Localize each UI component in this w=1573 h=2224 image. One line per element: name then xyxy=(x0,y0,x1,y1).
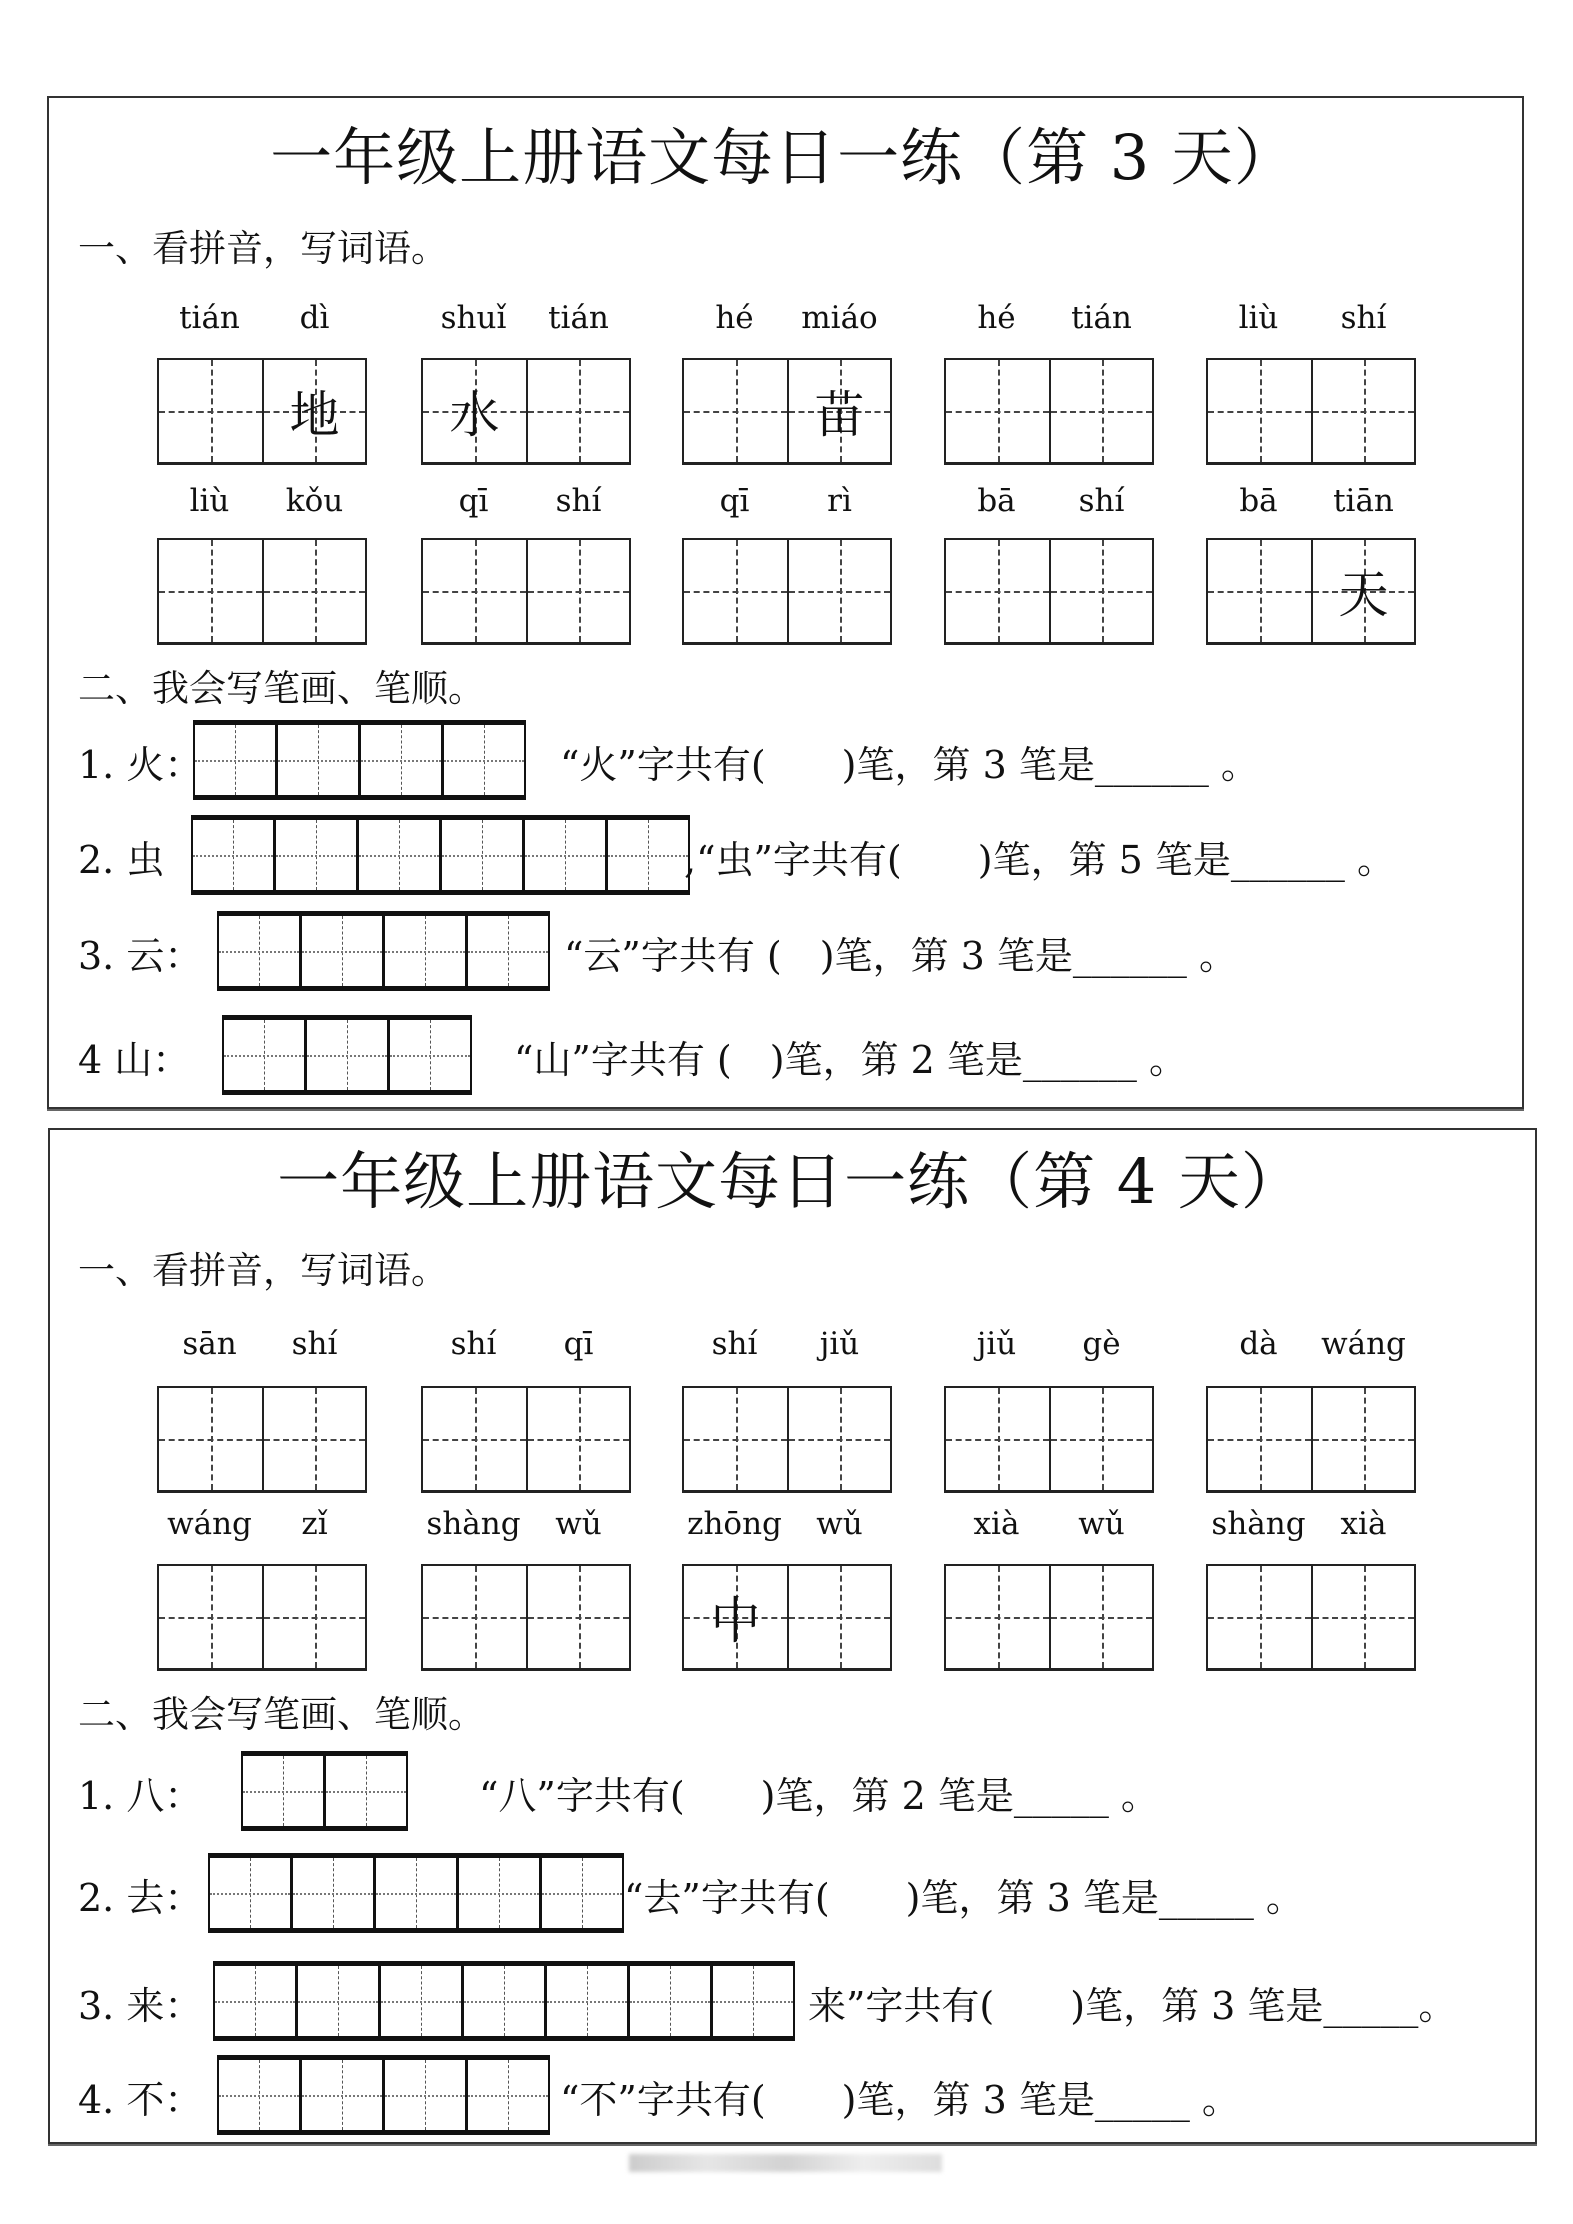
given-character xyxy=(1051,1388,1152,1490)
tianzige-cell[interactable] xyxy=(1208,1566,1311,1668)
grid-guide-horizontal xyxy=(243,1791,323,1793)
tianzige-cell[interactable] xyxy=(423,360,526,462)
stroke-cell[interactable] xyxy=(382,2060,465,2130)
word-writing-box xyxy=(157,1564,367,1671)
stroke-cell[interactable] xyxy=(299,2060,382,2130)
pinyin-label: qī xyxy=(563,1326,594,1362)
stroke-cell[interactable] xyxy=(358,725,441,795)
tianzige-cell[interactable] xyxy=(423,1388,526,1490)
stroke-order-boxes xyxy=(191,815,690,895)
tianzige-cell[interactable] xyxy=(423,1566,526,1668)
stroke-question: “山”字共有 ( )笔，第 2 笔是______ 。 xyxy=(514,1038,1187,1082)
grid-guide-horizontal xyxy=(193,855,273,857)
given-character xyxy=(423,1566,526,1668)
word-writing-box xyxy=(1206,538,1416,645)
tianzige-cell[interactable] xyxy=(262,1566,365,1668)
given-character xyxy=(946,540,1049,642)
word-writing-box xyxy=(682,358,892,465)
stroke-cell[interactable] xyxy=(243,1756,323,1826)
word-writing-box xyxy=(421,358,631,465)
stroke-cell[interactable] xyxy=(275,725,358,795)
section-heading-pinyin: 一、看拼音，写词语。 xyxy=(78,1249,448,1292)
grid-guide-horizontal xyxy=(293,1893,373,1895)
tianzige-cell[interactable] xyxy=(423,540,526,642)
word-writing-box xyxy=(421,1564,631,1671)
stroke-cell[interactable] xyxy=(382,916,465,986)
given-character xyxy=(1051,540,1152,642)
tianzige-cell[interactable] xyxy=(262,360,365,462)
word-writing-box xyxy=(682,538,892,645)
word-writing-box xyxy=(1206,1386,1416,1493)
stroke-cell[interactable] xyxy=(219,916,299,986)
stroke-question: “去”字共有( )笔，第 3 笔是_____ 。 xyxy=(624,1876,1304,1920)
stroke-cell[interactable] xyxy=(441,725,524,795)
stroke-cell[interactable] xyxy=(373,1858,456,1928)
worksheet-title: 一年级上册语文每日一练（第 4 天） xyxy=(277,1145,1304,1218)
tianzige-cell[interactable] xyxy=(787,1566,890,1668)
pinyin-label: jiǔ xyxy=(976,1326,1017,1362)
pinyin-label: hé xyxy=(715,300,754,336)
stroke-cell[interactable] xyxy=(193,820,273,890)
given-character xyxy=(789,1388,890,1490)
stroke-cell[interactable] xyxy=(465,916,548,986)
given-character xyxy=(1208,1566,1311,1668)
grid-guide-horizontal xyxy=(359,855,439,857)
given-character xyxy=(1051,360,1152,462)
tianzige-cell[interactable] xyxy=(526,540,629,642)
tianzige-cell[interactable] xyxy=(787,1388,890,1490)
stroke-cell[interactable] xyxy=(219,2060,299,2130)
given-character xyxy=(1051,1566,1152,1668)
given-character xyxy=(528,540,629,642)
grid-guide-horizontal xyxy=(326,1791,406,1793)
stroke-item-label: 2. 虫 xyxy=(78,838,165,882)
grid-guide-horizontal xyxy=(525,855,605,857)
stroke-cell[interactable] xyxy=(295,1966,378,2036)
given-character xyxy=(1208,1388,1311,1490)
stroke-question: “云”字共有 ( )笔，第 3 笔是______ 。 xyxy=(564,934,1237,978)
given-character xyxy=(946,360,1049,462)
stroke-order-boxes xyxy=(208,1853,624,1933)
grid-guide-horizontal xyxy=(542,1893,622,1895)
tianzige-cell[interactable] xyxy=(1208,540,1311,642)
tianzige-cell[interactable] xyxy=(946,1388,1049,1490)
tianzige-cell[interactable] xyxy=(526,360,629,462)
grid-guide-horizontal xyxy=(376,1893,456,1895)
stroke-cell[interactable] xyxy=(539,1858,622,1928)
word-writing-box xyxy=(1206,358,1416,465)
given-character xyxy=(789,1566,890,1668)
stroke-order-boxes xyxy=(222,1015,472,1095)
given-character xyxy=(789,540,890,642)
word-writing-box xyxy=(944,538,1154,645)
stroke-order-boxes xyxy=(217,911,550,991)
pinyin-label: xià xyxy=(1340,1506,1387,1542)
pinyin-label: tián xyxy=(179,300,240,336)
tianzige-cell[interactable] xyxy=(1311,360,1414,462)
given-character xyxy=(1313,1566,1414,1668)
grid-guide-horizontal xyxy=(215,2001,295,2003)
grid-guide-horizontal xyxy=(385,951,465,953)
given-character: 地 xyxy=(289,386,340,444)
stroke-cell[interactable] xyxy=(273,820,356,890)
stroke-question: “不”字共有( )笔，第 3 笔是_____ 。 xyxy=(560,2078,1240,2122)
given-character: 苗 xyxy=(814,386,865,444)
pinyin-label: shuǐ xyxy=(440,300,507,336)
stroke-item-label: 3. 云： xyxy=(78,934,203,978)
word-writing-box xyxy=(944,1564,1154,1671)
grid-guide-horizontal xyxy=(381,2001,461,2003)
word-writing-box xyxy=(944,358,1154,465)
section-heading-strokes: 二、我会写笔画、笔顺。 xyxy=(78,1693,485,1736)
stroke-cell[interactable] xyxy=(290,1858,373,1928)
stroke-item-label: 1. 八： xyxy=(78,1774,203,1818)
stroke-item-label: 4 山： xyxy=(78,1038,191,1082)
stroke-cell[interactable] xyxy=(627,1966,710,2036)
given-character xyxy=(946,1566,1049,1668)
pinyin-label: shí xyxy=(1340,300,1387,336)
tianzige-cell[interactable] xyxy=(1208,360,1311,462)
pinyin-label: tián xyxy=(548,300,609,336)
stroke-item-label: 1. 火： xyxy=(78,743,203,787)
grid-guide-horizontal xyxy=(219,2095,299,2097)
pinyin-label: shí xyxy=(291,1326,338,1362)
stroke-order-boxes xyxy=(241,1751,408,1831)
given-character xyxy=(159,360,262,462)
pinyin-label: rì xyxy=(827,483,852,519)
tianzige-cell[interactable] xyxy=(262,540,365,642)
given-character: 中 xyxy=(710,1592,761,1650)
tianzige-cell[interactable] xyxy=(787,540,890,642)
stroke-cell[interactable] xyxy=(544,1966,627,2036)
given-character xyxy=(684,1388,787,1490)
given-character xyxy=(1208,360,1311,462)
stroke-cell[interactable] xyxy=(439,820,522,890)
pinyin-label: gè xyxy=(1082,1326,1121,1362)
given-character xyxy=(1208,540,1311,642)
grid-guide-horizontal xyxy=(298,2001,378,2003)
given-character xyxy=(159,540,262,642)
stroke-item-label: 3. 来： xyxy=(78,1984,203,2028)
stroke-cell[interactable] xyxy=(195,725,275,795)
tianzige-cell[interactable] xyxy=(946,360,1049,462)
stroke-item-label: 2. 去： xyxy=(78,1876,203,1920)
pinyin-label: shí xyxy=(450,1326,497,1362)
grid-guide-horizontal xyxy=(302,2095,382,2097)
grid-guide-horizontal xyxy=(361,760,441,762)
pinyin-label: kǒu xyxy=(285,483,344,519)
given-character xyxy=(264,1566,365,1668)
stroke-cell[interactable] xyxy=(224,1020,304,1090)
blurred-watermark xyxy=(629,2154,942,2172)
pinyin-label: liù xyxy=(189,483,230,519)
pinyin-label: tiān xyxy=(1333,483,1394,519)
grid-guide-horizontal xyxy=(547,2001,627,2003)
grid-guide-horizontal xyxy=(276,855,356,857)
stroke-question: “火”字共有( )笔，第 3 笔是______ 。 xyxy=(560,743,1259,787)
stroke-question: ,“虫”字共有( )笔，第 5 笔是______ 。 xyxy=(684,838,1395,882)
tianzige-cell[interactable] xyxy=(159,360,262,462)
tianzige-cell[interactable] xyxy=(526,1566,629,1668)
pinyin-label: sān xyxy=(182,1326,237,1362)
word-writing-box xyxy=(682,1386,892,1493)
grid-guide-horizontal xyxy=(630,2001,710,2003)
word-writing-box xyxy=(421,538,631,645)
word-writing-box xyxy=(682,1564,892,1671)
word-writing-box xyxy=(157,1386,367,1493)
given-character xyxy=(264,1388,365,1490)
given-character: 天 xyxy=(1338,566,1389,624)
pinyin-label: wáng xyxy=(1321,1326,1406,1362)
tianzige-cell[interactable] xyxy=(1208,1388,1311,1490)
pinyin-label: dì xyxy=(299,300,330,336)
tianzige-cell[interactable] xyxy=(1049,1388,1152,1490)
pinyin-label: liù xyxy=(1238,300,1279,336)
grid-guide-horizontal xyxy=(442,855,522,857)
grid-guide-horizontal xyxy=(195,760,275,762)
pinyin-label: zǐ xyxy=(301,1506,328,1542)
stroke-cell[interactable] xyxy=(299,916,382,986)
stroke-cell[interactable] xyxy=(465,2060,548,2130)
tianzige-cell[interactable] xyxy=(526,1388,629,1490)
tianzige-cell[interactable] xyxy=(1311,1566,1414,1668)
word-writing-box xyxy=(421,1386,631,1493)
word-writing-box xyxy=(157,538,367,645)
pinyin-label: wǔ xyxy=(1078,1506,1125,1542)
grid-guide-horizontal xyxy=(390,1055,470,1057)
given-character xyxy=(159,1388,262,1490)
tianzige-cell[interactable] xyxy=(946,540,1049,642)
tianzige-cell[interactable] xyxy=(1049,1566,1152,1668)
stroke-cell[interactable] xyxy=(215,1966,295,2036)
word-writing-box xyxy=(157,358,367,465)
stroke-cell[interactable] xyxy=(210,1858,290,1928)
pinyin-label: qī xyxy=(458,483,489,519)
grid-guide-horizontal xyxy=(385,2095,465,2097)
pinyin-label: zhōng xyxy=(687,1506,782,1542)
given-character xyxy=(1313,1388,1414,1490)
tianzige-cell[interactable] xyxy=(684,1566,787,1668)
stroke-cell[interactable] xyxy=(461,1966,544,2036)
tianzige-cell[interactable] xyxy=(1049,360,1152,462)
grid-guide-horizontal xyxy=(444,760,524,762)
pinyin-label: qī xyxy=(719,483,750,519)
tianzige-cell[interactable] xyxy=(159,1566,262,1668)
tianzige-cell[interactable] xyxy=(1049,540,1152,642)
grid-guide-horizontal xyxy=(459,1893,539,1895)
stroke-order-boxes xyxy=(193,720,526,800)
stroke-question: 来”字共有( )笔，第 3 笔是_____。 xyxy=(808,1984,1457,2028)
pinyin-label: bā xyxy=(1239,483,1278,519)
grid-guide-horizontal xyxy=(713,2001,793,2003)
pinyin-label: miáo xyxy=(801,300,878,336)
grid-guide-horizontal xyxy=(608,855,688,857)
grid-guide-horizontal xyxy=(468,951,548,953)
pinyin-label: xià xyxy=(973,1506,1020,1542)
grid-guide-horizontal xyxy=(464,2001,544,2003)
given-character xyxy=(528,1566,629,1668)
given-character xyxy=(423,1388,526,1490)
pinyin-label: shí xyxy=(711,1326,758,1362)
given-character xyxy=(528,1388,629,1490)
pinyin-label: shàng xyxy=(1211,1506,1306,1542)
pinyin-label: hé xyxy=(977,300,1016,336)
grid-guide-horizontal xyxy=(302,951,382,953)
given-character xyxy=(1313,360,1414,462)
given-character xyxy=(159,1566,262,1668)
pinyin-label: tián xyxy=(1071,300,1132,336)
stroke-cell[interactable] xyxy=(522,820,605,890)
pinyin-label: wáng xyxy=(167,1506,252,1542)
grid-guide-horizontal xyxy=(468,2095,548,2097)
tianzige-cell[interactable] xyxy=(159,1388,262,1490)
given-character xyxy=(423,540,526,642)
word-writing-box xyxy=(1206,1564,1416,1671)
worksheet-title: 一年级上册语文每日一练（第 3 天） xyxy=(270,121,1297,194)
pinyin-label: wǔ xyxy=(816,1506,863,1542)
given-character xyxy=(684,360,787,462)
tianzige-cell[interactable] xyxy=(787,360,890,462)
pinyin-label: bā xyxy=(977,483,1016,519)
stroke-cell[interactable] xyxy=(710,1966,793,2036)
tianzige-cell[interactable] xyxy=(684,360,787,462)
pinyin-label: dà xyxy=(1239,1326,1278,1362)
stroke-cell[interactable] xyxy=(605,820,688,890)
grid-guide-horizontal xyxy=(219,951,299,953)
tianzige-cell[interactable] xyxy=(946,1566,1049,1668)
stroke-item-label: 4. 不： xyxy=(78,2078,203,2122)
grid-guide-horizontal xyxy=(210,1893,290,1895)
stroke-cell[interactable] xyxy=(456,1858,539,1928)
stroke-question: “八”字共有( )笔，第 2 笔是_____ 。 xyxy=(479,1774,1159,1818)
pinyin-label: shàng xyxy=(426,1506,521,1542)
given-character xyxy=(528,360,629,462)
section-heading-strokes: 二、我会写笔画、笔顺。 xyxy=(78,667,485,710)
pinyin-label: shí xyxy=(1078,483,1125,519)
stroke-cell[interactable] xyxy=(387,1020,470,1090)
stroke-order-boxes xyxy=(217,2055,550,2135)
tianzige-cell[interactable] xyxy=(159,540,262,642)
grid-guide-horizontal xyxy=(224,1055,304,1057)
given-character xyxy=(684,540,787,642)
stroke-cell[interactable] xyxy=(323,1756,406,1826)
section-heading-pinyin: 一、看拼音，写词语。 xyxy=(78,227,448,270)
stroke-cell[interactable] xyxy=(356,820,439,890)
given-character xyxy=(264,540,365,642)
pinyin-label: shí xyxy=(555,483,602,519)
given-character xyxy=(946,1388,1049,1490)
pinyin-label: wǔ xyxy=(555,1506,602,1542)
stroke-cell[interactable] xyxy=(378,1966,461,2036)
given-character: 水 xyxy=(449,386,500,444)
tianzige-cell[interactable] xyxy=(684,1388,787,1490)
stroke-order-boxes xyxy=(213,1961,795,2041)
stroke-cell[interactable] xyxy=(304,1020,387,1090)
grid-guide-horizontal xyxy=(278,760,358,762)
pinyin-label: jiǔ xyxy=(819,1326,860,1362)
tianzige-cell[interactable] xyxy=(1311,1388,1414,1490)
tianzige-cell[interactable] xyxy=(1311,540,1414,642)
tianzige-cell[interactable] xyxy=(262,1388,365,1490)
word-writing-box xyxy=(944,1386,1154,1493)
tianzige-cell[interactable] xyxy=(684,540,787,642)
grid-guide-horizontal xyxy=(307,1055,387,1057)
